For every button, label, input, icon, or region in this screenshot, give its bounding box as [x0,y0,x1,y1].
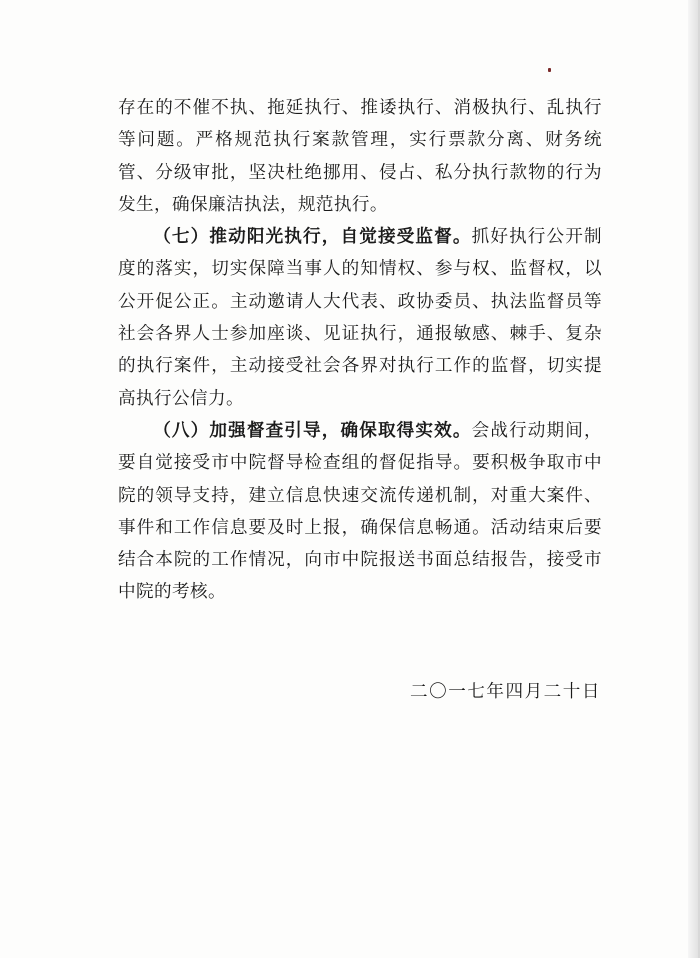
document-date: 二〇一七年四月二十日 [410,682,601,702]
scan-speck [548,68,551,72]
section-heading: （七）推动阳光执行，自觉接受监督。 [153,227,472,248]
section-heading: （八）加强督查引导，确保取得实效。 [153,420,472,441]
paragraph-text: 抓好执行公开制度的落实，切实保障当事人的知情权、参与权、监督权，以公开促公正。主动邀请人大代表、政协委员、执法监督员等社会各界人士参加座谈、见证执行，通报敏感、棘手、复杂的执行案件，主动接受社会各界对执行工作的监督，切实提高执行公信力。 [118,227,602,409]
paragraph-text: 会战行动期间，要自觉接受市中院督导检查组的督促指导。要积极争取市中院的领导支持，建立信息快速交流传递机制，对重大案件、事件和工作信息要及时上报，确保信息畅通。活动结束后要结合本院的工作情况，向市中院报送书面总结报告，接受市中院的考核。 [118,420,602,603]
paragraph-continuation [118,92,602,221]
paragraph-text: 存在的不催不执、拖延执行、推诿执行、消极执行、乱执行等问题。严格规范执行案款管理，实行票款分离、财务统管、分级审批，坚决杜绝挪用、侵占、私分执行款物的行为发生，确保廉洁执法，规范执行。 [118,98,602,215]
scan-edge [688,0,698,958]
body-text [118,92,602,609]
paragraph-section-seven [118,221,602,415]
paragraph-section-eight [118,415,602,609]
